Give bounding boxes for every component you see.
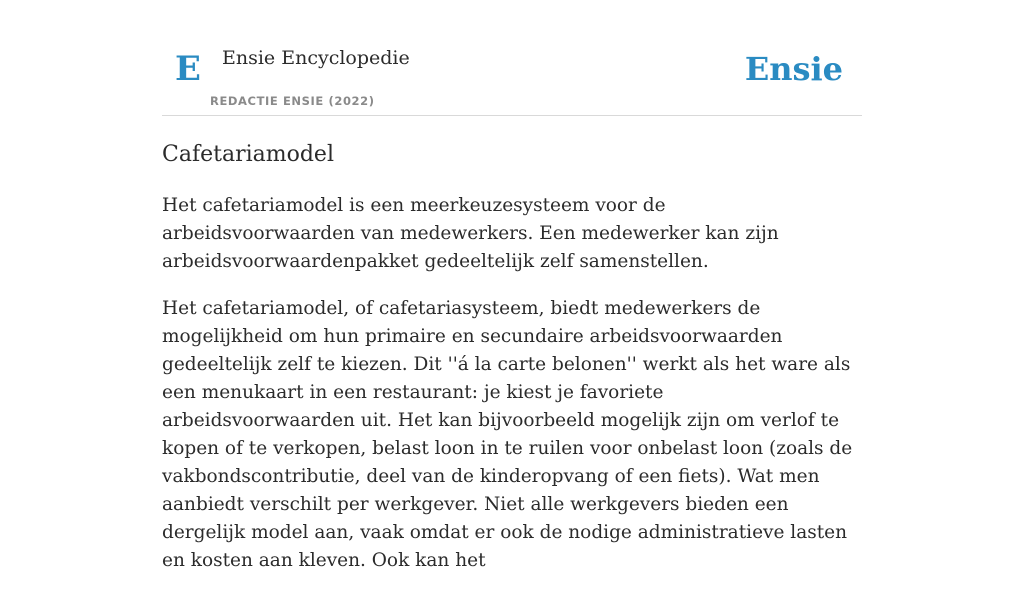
byline: REDACTIE ENSIE (2022) xyxy=(210,94,375,108)
article-body xyxy=(162,192,862,594)
article-paragraph: Het cafetariamodel is een meerkeuzesysteem voor de arbeidsvoorwaarden van medewerkers. Een medewerker kan zijn arbeidsvoorwaardenpakket gedeeltelijk zelf samenstellen. xyxy=(162,195,779,272)
document-page xyxy=(162,0,862,571)
brand-logo[interactable]: Ensie xyxy=(744,50,843,88)
site-title[interactable]: Ensie Encyclopedie xyxy=(222,47,410,69)
site-logo[interactable]: E xyxy=(175,49,201,89)
document-header xyxy=(162,0,862,116)
article-title: Cafetariamodel xyxy=(162,142,334,167)
article-paragraph: Het cafetariamodel, of cafetariasysteem, biedt medewerkers de mogelijkheid om hun primaire en secundaire arbeidsvoorwaarden gedeeltelijk zelf te kiezen. Dit ''á la carte belonen'' werkt als het ware als een menukaart in een restaurant: je kiest je favoriete arbeidsvoorwaarden uit. Het kan bijvoorbeeld mogelijk zijn om verlof te kopen of te verkopen, belast loon in te ruilen voor onbelast loon (zoals de vakbondscontributie, deel van de kinderopvang of een fiets). Wat men aanbiedt verschilt per werkgever. Niet alle werkgevers bieden een dergelijk model aan, vaak omdat er ook de nodige administratieve lasten en kosten aan kleven. Ook kan het xyxy=(162,298,853,571)
